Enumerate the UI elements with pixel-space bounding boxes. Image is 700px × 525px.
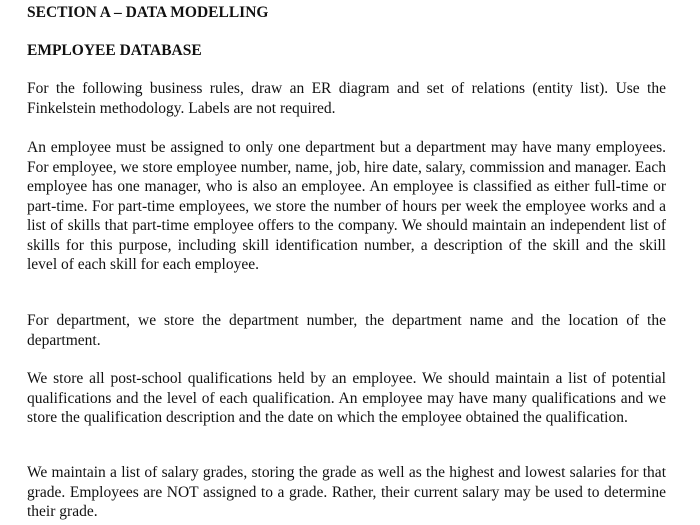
paragraph-employee-rules: An employee must be assigned to only one department but a department may have many employees. For employee, we store employee number, name, job, hire date, salary, commission and manager. Each employee has one manager, who is also an employee. An employee is classified as either full-time or part-time. For part-time employees, we store the number of hours per week the employee works and a list of skills that part-time employee offers to the company. We should maintain an independent list of skills for this purpose, including skill identification number, a description of the skill and the skill level of each skill for each employee. — [27, 139, 666, 273]
document-title: EMPLOYEE DATABASE — [27, 42, 202, 59]
paragraph-instructions: For the following business rules, draw an ER diagram and set of relations (entity list). Use the Finkelstein methodology. Labels are not required. — [27, 80, 666, 117]
paragraph-salary-grade-rules: We maintain a list of salary grades, storing the grade as well as the highest and lowest salaries for that grade. Employees are NOT assigned to a grade. Rather, their current salary may be used to determine their grade. — [27, 464, 666, 520]
section-title: SECTION A – DATA MODELLING — [27, 4, 269, 21]
paragraph-qualification-rules: We store all post-school qualifications held by an employee. We should maintain a list of potential qualifications and the level of each qualification. An employee may have many qualifications and we store the qualification description and the date on which the employee obtained the qualification. — [27, 370, 666, 426]
paragraph-department-rules: For department, we store the department number, the department name and the location of the department. — [27, 312, 666, 349]
